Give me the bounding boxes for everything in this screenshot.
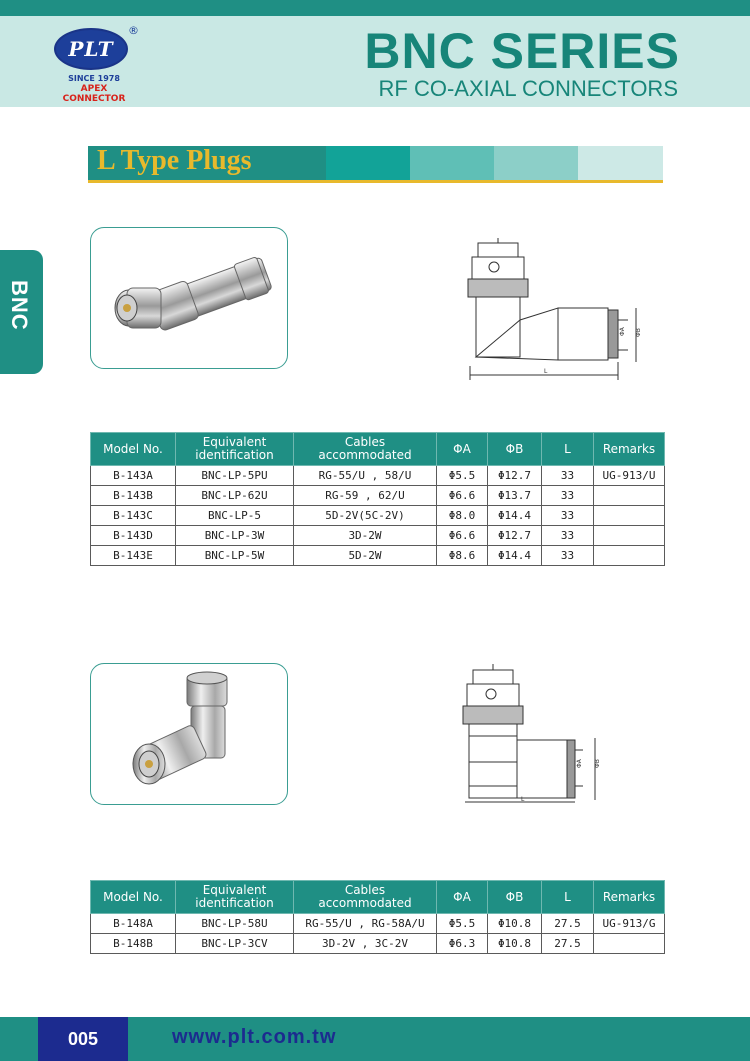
header-cables-line1: Cables [344, 435, 386, 449]
cell-phi-a: Φ5.5 [437, 914, 488, 934]
cell-equivalent: BNC-LP-3W [176, 526, 294, 546]
cell-phi-b: Φ10.8 [488, 934, 542, 954]
registered-mark: ® [128, 24, 139, 37]
product-photo-b143 [90, 227, 288, 369]
connector-photo-illustration [91, 664, 287, 804]
cell-cables: 5D-2V(5C-2V) [294, 506, 437, 526]
cell-l: 33 [542, 506, 594, 526]
table-row [91, 546, 665, 566]
side-category-tab[interactable] [0, 250, 43, 374]
section-bar-segment [494, 146, 578, 180]
cell-phi-a: Φ6.6 [437, 526, 488, 546]
cell-model: B-148A [91, 914, 176, 934]
cell-phi-b: Φ12.7 [488, 526, 542, 546]
table-row [91, 466, 665, 486]
website-link[interactable]: www.plt.com.tw [172, 1026, 337, 1048]
cell-remarks: UG-913/U [594, 466, 665, 486]
section-underline [88, 180, 663, 183]
cell-equivalent: BNC-LP-5W [176, 546, 294, 566]
cell-l: 27.5 [542, 934, 594, 954]
connector-photo-illustration [91, 228, 287, 368]
header-remarks: Remarks [594, 881, 665, 914]
table-row [91, 506, 665, 526]
cell-phi-a: Φ8.0 [437, 506, 488, 526]
cell-l: 33 [542, 546, 594, 566]
drawing-label-phi-b: ΦB [594, 759, 601, 768]
header-equivalent-line1: Equivalent [202, 435, 267, 449]
logo-company-name: APEX CONNECTOR [62, 84, 126, 104]
logo-text: PLT [68, 37, 114, 61]
cell-model: B-143E [91, 546, 176, 566]
header-cables-line2: accommodated [318, 448, 412, 462]
cell-equivalent: BNC-LP-62U [176, 486, 294, 506]
cell-equivalent: BNC-LP-5 [176, 506, 294, 526]
technical-drawing-b143 [462, 238, 652, 380]
cell-remarks [594, 506, 665, 526]
cell-model: B-143B [91, 486, 176, 506]
header-l: L [542, 881, 594, 914]
cell-l: 33 [542, 466, 594, 486]
table-row [91, 914, 665, 934]
header-equivalent [176, 433, 294, 466]
header-phi-a: ΦA [437, 881, 488, 914]
page-number-text: 005 [67, 1028, 99, 1049]
header-phi-a: ΦA [437, 433, 488, 466]
cell-phi-b: Φ13.7 [488, 486, 542, 506]
header-equivalent [176, 881, 294, 914]
cell-model: B-148B [91, 934, 176, 954]
side-tab-label: BNC [7, 280, 32, 331]
cell-remarks [594, 486, 665, 506]
drawing-label-phi-b: ΦB [635, 328, 642, 337]
section-bar-segment [326, 146, 410, 180]
cell-cables: 5D-2W [294, 546, 437, 566]
drawing-label-phi-a: ΦA [576, 759, 583, 768]
cell-l: 33 [542, 526, 594, 546]
cell-remarks: UG-913/G [594, 914, 665, 934]
header-equivalent-line2: identification [195, 448, 274, 462]
page-title: BNC SERIES [364, 23, 680, 79]
page-number [38, 1017, 128, 1061]
cell-phi-a: Φ5.5 [437, 466, 488, 486]
header-remarks: Remarks [594, 433, 665, 466]
cell-model: B-143D [91, 526, 176, 546]
page-subtitle: RF CO-AXIAL CONNECTORS [378, 76, 678, 101]
header-equivalent-line1: Equivalent [202, 883, 267, 897]
logo-badge [54, 28, 128, 70]
spec-table-b148 [90, 880, 665, 954]
header-l: L [542, 433, 594, 466]
cell-phi-b: Φ10.8 [488, 914, 542, 934]
header-equivalent-line2: identification [195, 896, 274, 910]
cell-l: 27.5 [542, 914, 594, 934]
cell-remarks [594, 526, 665, 546]
header-cables-line2: accommodated [318, 896, 412, 910]
cell-cables: 3D-2W [294, 526, 437, 546]
header-cables-line1: Cables [344, 883, 386, 897]
drawing-label-phi-a: ΦA [619, 327, 626, 336]
header-model: Model No. [91, 881, 176, 914]
cell-remarks [594, 934, 665, 954]
section-title: L Type Plugs [97, 145, 252, 176]
cell-model: B-143C [91, 506, 176, 526]
cell-equivalent: BNC-LP-5PU [176, 466, 294, 486]
header-phi-b: ΦB [488, 433, 542, 466]
cell-phi-a: Φ8.6 [437, 546, 488, 566]
company-logo [50, 26, 145, 106]
spec-table-b143 [90, 432, 665, 566]
table-row [91, 934, 665, 954]
top-stripe [0, 0, 750, 16]
section-bar-segment [578, 146, 663, 180]
cell-l: 33 [542, 486, 594, 506]
table-header-row [91, 433, 665, 466]
technical-drawing-b148 [455, 664, 605, 804]
drawing-label-l: L [544, 368, 548, 375]
cell-phi-a: Φ6.3 [437, 934, 488, 954]
table-header-row [91, 881, 665, 914]
product-photo-b148 [90, 663, 288, 805]
table-row [91, 526, 665, 546]
page-header [0, 16, 750, 107]
cell-phi-b: Φ14.4 [488, 546, 542, 566]
cell-cables: 3D-2V , 3C-2V [294, 934, 437, 954]
cell-cables: RG-55/U , 58/U [294, 466, 437, 486]
cell-model: B-143A [91, 466, 176, 486]
cell-equivalent: BNC-LP-3CV [176, 934, 294, 954]
drawing-label-l: L [521, 796, 525, 803]
section-bar-segment [410, 146, 494, 180]
cell-phi-a: Φ6.6 [437, 486, 488, 506]
cell-cables: RG-59 , 62/U [294, 486, 437, 506]
header-cables [294, 433, 437, 466]
logo-since: SINCE 1978 [68, 74, 120, 83]
header-model: Model No. [91, 433, 176, 466]
table-row [91, 486, 665, 506]
header-cables [294, 881, 437, 914]
header-phi-b: ΦB [488, 881, 542, 914]
cell-cables: RG-55/U , RG-58A/U [294, 914, 437, 934]
cell-remarks [594, 546, 665, 566]
cell-phi-b: Φ14.4 [488, 506, 542, 526]
cell-phi-b: Φ12.7 [488, 466, 542, 486]
cell-equivalent: BNC-LP-58U [176, 914, 294, 934]
